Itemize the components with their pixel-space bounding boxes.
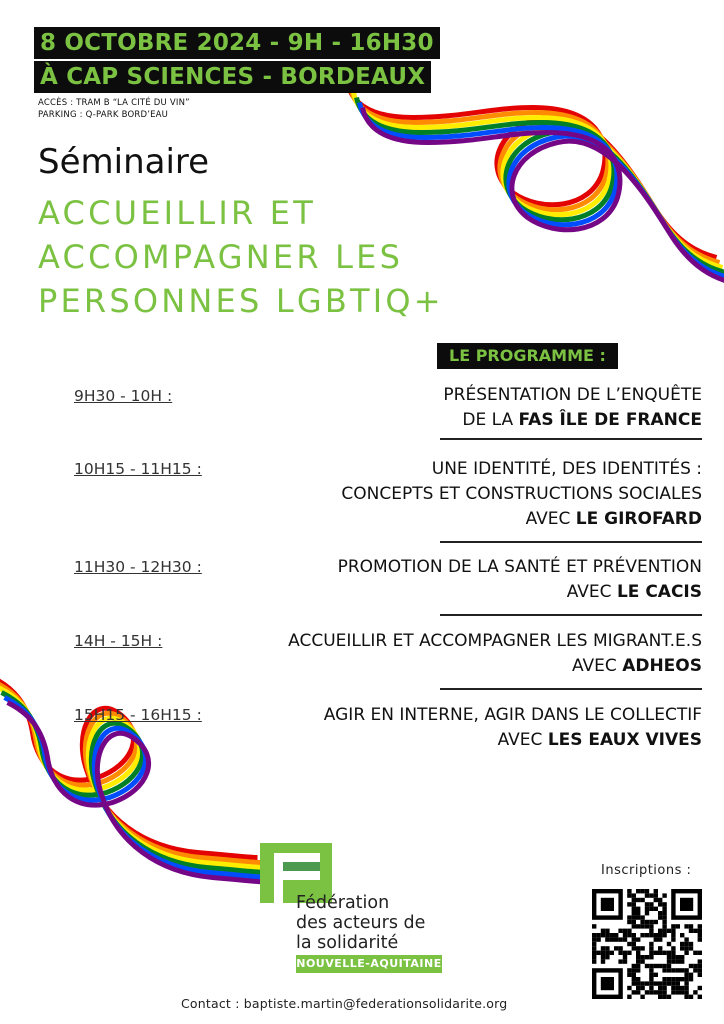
access-info: ACCÈS : TRAM B “LA CITÉ DU VIN” xyxy=(38,98,190,108)
programme-partner: LE GIROFARD xyxy=(575,509,702,529)
programme-line xyxy=(341,482,702,507)
programme-line-text: ACCUEILLIR ET ACCOMPAGNER LES MIGRANT.E.S xyxy=(288,631,702,651)
programme-line-text: AVEC xyxy=(566,582,617,602)
divider xyxy=(440,438,702,440)
qr-code-icon[interactable] xyxy=(592,889,702,1003)
title-line-3: PERSONNES LGBTIQ+ xyxy=(38,282,444,320)
rainbow-ribbon-top xyxy=(348,83,724,283)
programme-description xyxy=(443,383,702,433)
programme-time: 14H - 15H : xyxy=(74,632,163,650)
divider xyxy=(440,688,702,690)
programme-time: 10H15 - 11H15 : xyxy=(74,460,202,478)
programme-partner: ADHEOS xyxy=(622,656,702,676)
programme-line-text: AGIR EN INTERNE, AGIR DANS LE COLLECTIF xyxy=(323,705,702,725)
programme-line xyxy=(443,383,702,408)
programme-line-text: PRÉSENTATION DE L’ENQUÊTE xyxy=(443,385,702,405)
title-line-1: ACCUEILLIR ET xyxy=(38,194,316,232)
programme-line-text: DE LA xyxy=(462,410,519,430)
programme-line-text: AVEC xyxy=(572,656,623,676)
programme-partner: LE CACIS xyxy=(616,582,702,602)
programme-description xyxy=(288,629,702,679)
programme-partner: LES EAUX VIVES xyxy=(547,730,702,750)
event-place-banner: À CAP SCIENCES - BORDEAUX xyxy=(34,61,431,93)
programme-time: 9H30 - 10H : xyxy=(74,387,173,405)
divider xyxy=(440,614,702,616)
programme-line xyxy=(338,580,702,605)
logo-text-line-2: des acteurs de xyxy=(296,913,426,933)
programme-description xyxy=(324,703,702,753)
event-date-banner: 8 OCTOBRE 2024 - 9H - 16H30 xyxy=(34,27,440,59)
programme-line xyxy=(324,728,702,753)
programme-line-text: PROMOTION DE LA SANTÉ ET PRÉVENTION xyxy=(337,557,702,577)
programme-line xyxy=(288,629,702,654)
title-line-2: ACCOMPAGNER LES xyxy=(38,238,404,276)
programme-description xyxy=(338,555,702,605)
programme-line xyxy=(443,408,702,433)
divider xyxy=(440,541,702,543)
programme-line-text: UNE IDENTITÉ, DES IDENTITÉS : xyxy=(431,459,702,479)
contact-email[interactable]: Contact : baptiste.martin@federationsolidarite.org xyxy=(181,996,508,1011)
programme-line xyxy=(288,654,702,679)
programme-line-text: CONCEPTS ET CONSTRUCTIONS SOCIALES xyxy=(341,484,702,504)
programme-heading: LE PROGRAMME : xyxy=(437,343,618,369)
programme-time: 15H15 - 16H15 : xyxy=(74,706,202,724)
programme-line xyxy=(338,555,702,580)
programme-line-text: AVEC xyxy=(525,509,576,529)
seminar-kicker: Séminaire xyxy=(38,142,210,182)
programme-time: 11H30 - 12H30 : xyxy=(74,558,202,576)
inscriptions-label: Inscriptions : xyxy=(601,863,692,878)
programme-line xyxy=(324,703,702,728)
programme-description xyxy=(341,457,702,532)
logo-text-line-3: la solidarité xyxy=(296,933,399,953)
region-badge: NOUVELLE-AQUITAINE xyxy=(296,955,442,973)
parking-info: PARKING : Q-PARK BORD’EAU xyxy=(38,110,169,120)
programme-line xyxy=(341,457,702,482)
programme-line-text: AVEC xyxy=(497,730,548,750)
programme-partner: FAS ÎLE DE FRANCE xyxy=(518,410,702,430)
logo-text-line-1: Fédération xyxy=(296,893,390,913)
programme-line xyxy=(341,507,702,532)
